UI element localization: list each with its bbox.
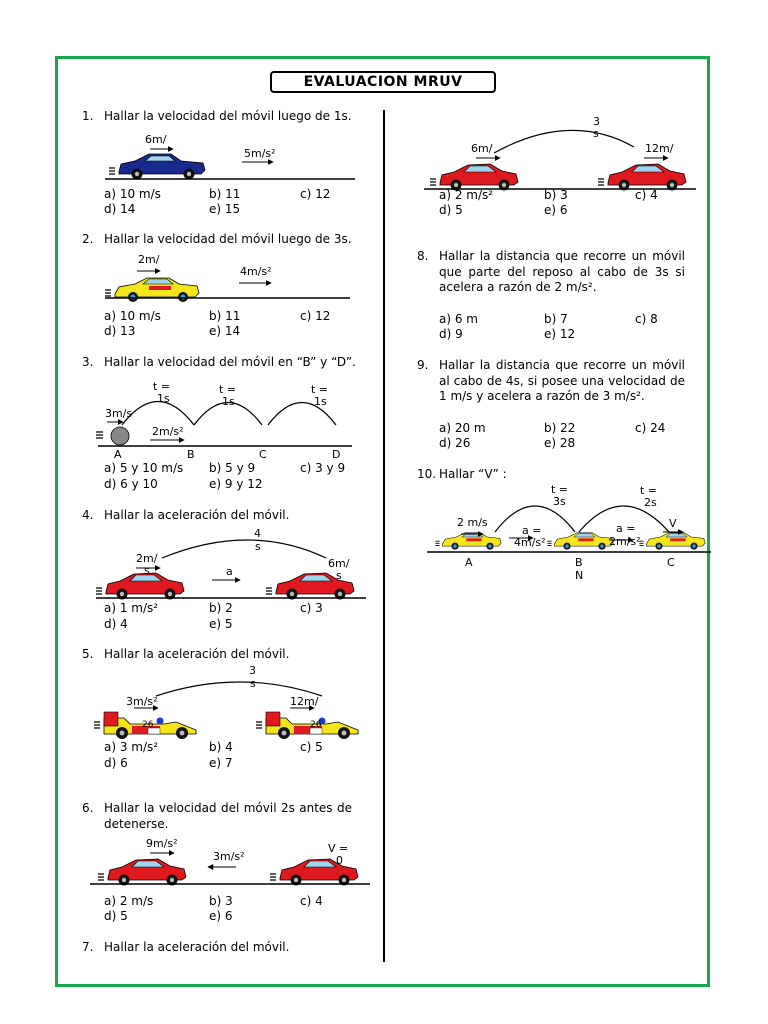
question-number: 10. xyxy=(417,467,437,481)
figure-q1 xyxy=(95,140,365,185)
column-divider xyxy=(383,110,385,962)
time-label: t = xyxy=(153,380,171,393)
question-3 xyxy=(82,355,356,371)
time-label: t = xyxy=(640,484,658,497)
time-label: s xyxy=(255,540,261,553)
question-text: Hallar la distancia que recorre un móvil que parte del reposo al cabo de 3s si acelera a razón de 2 m/s². xyxy=(439,249,685,294)
car-number: 26 xyxy=(142,720,154,730)
question-6 xyxy=(82,801,352,831)
point-label: N xyxy=(575,569,584,582)
question-number: 3. xyxy=(82,355,94,369)
question-number: 8. xyxy=(417,249,429,263)
option-c: c) 4 xyxy=(635,188,658,202)
point-label: D xyxy=(332,448,341,461)
option-e: e) 9 y 12 xyxy=(209,477,263,491)
option-a: a) 1 m/s² xyxy=(104,601,159,615)
question-text: Hallar la aceleración del móvil. xyxy=(104,647,290,661)
car-number: 26 xyxy=(310,720,322,730)
option-d: d) 6 xyxy=(104,756,128,770)
acceleration-label: 4m/s² xyxy=(514,536,546,549)
velocity-label: 9m/s² xyxy=(146,837,178,850)
point-label: C xyxy=(667,556,675,569)
velocity-label: 6m/ xyxy=(145,133,167,146)
question-text: Hallar “V” : xyxy=(439,467,507,481)
question-number: 2. xyxy=(82,232,94,246)
option-c: c) 3 xyxy=(300,601,323,615)
option-a: a) 2 m/s² xyxy=(439,188,494,202)
option-e: e) 15 xyxy=(209,202,241,216)
acceleration-label: a = xyxy=(522,524,542,537)
velocity-label: s xyxy=(336,569,342,582)
question-text: Hallar la velocidad del móvil luego de 1s. xyxy=(104,109,352,123)
option-b: b) 7 xyxy=(544,312,568,326)
time-label: t = xyxy=(551,483,569,496)
time-label: 3 xyxy=(593,115,600,128)
option-b: b) 11 xyxy=(209,187,241,201)
acceleration-label: a xyxy=(226,565,233,578)
option-b: b) 3 xyxy=(544,188,568,202)
option-d: d) 6 y 10 xyxy=(104,477,158,491)
question-1 xyxy=(82,109,352,125)
question-7 xyxy=(82,940,290,956)
option-a: a) 2 m/s xyxy=(104,894,154,908)
time-label: t = xyxy=(311,383,329,396)
time-label: 3 xyxy=(249,664,256,677)
point-label: B xyxy=(187,448,195,461)
question-5 xyxy=(82,647,290,663)
option-d: d) 9 xyxy=(439,327,463,341)
option-d: d) 5 xyxy=(439,203,463,217)
question-text: Hallar la velocidad del móvil luego de 3s. xyxy=(104,232,352,246)
question-number: 9. xyxy=(417,358,429,372)
acceleration-label: 4m/s² xyxy=(240,265,272,278)
question-text: Hallar la velocidad del móvil en “B” y “D”. xyxy=(104,355,356,369)
option-d: d) 13 xyxy=(104,324,136,338)
option-a: a) 3 m/s² xyxy=(104,740,159,754)
option-c: c) 8 xyxy=(635,312,658,326)
figure-q2 xyxy=(95,264,355,304)
velocity-label: 2m/ xyxy=(138,253,160,266)
question-text: Hallar la distancia que recorre un móvil al cabo de 4s, si posee una velocidad de 1 m/s y acelera a razón de 3 m/s². xyxy=(439,358,685,403)
velocity-label: 12m/ xyxy=(290,695,319,708)
time-label: 2s xyxy=(644,496,657,509)
option-e: e) 28 xyxy=(544,436,576,450)
time-label: 1s xyxy=(157,392,170,405)
option-b: b) 11 xyxy=(209,309,241,323)
question-2 xyxy=(82,232,352,248)
option-c: c) 3 y 9 xyxy=(300,461,346,475)
option-e: e) 12 xyxy=(544,327,576,341)
figure-q7 xyxy=(420,125,700,193)
time-label: 4 xyxy=(254,527,261,540)
question-text: Hallar la aceleración del móvil. xyxy=(104,508,290,522)
final-velocity-label: 0 xyxy=(336,854,343,867)
option-d: d) 4 xyxy=(104,617,128,631)
option-a: a) 10 m/s xyxy=(104,309,161,323)
acceleration-label: 5m/s² xyxy=(244,147,276,160)
option-b: b) 4 xyxy=(209,740,233,754)
question-number: 4. xyxy=(82,508,94,522)
question-text: Hallar la velocidad del móvil 2s antes de detenerse. xyxy=(104,801,352,831)
acceleration-label: 2m/s² xyxy=(152,425,184,438)
time-label: 1s xyxy=(222,395,235,408)
acceleration-label: 2m/s² xyxy=(609,535,641,548)
question-number: 6. xyxy=(82,801,94,815)
question-number: 1. xyxy=(82,109,94,123)
option-e: e) 7 xyxy=(209,756,233,770)
point-label: B xyxy=(575,556,583,569)
unknown-velocity-label: V xyxy=(669,517,677,530)
question-9 xyxy=(417,358,685,403)
point-label: C xyxy=(259,448,267,461)
velocity-label: 2 m/s xyxy=(457,516,488,529)
option-a: a) 20 m xyxy=(439,421,486,435)
option-d: d) 14 xyxy=(104,202,136,216)
option-a: a) 5 y 10 m/s xyxy=(104,461,184,475)
option-d: d) 26 xyxy=(439,436,471,450)
option-c: c) 12 xyxy=(300,309,331,323)
page-title: EVALUACION MRUV xyxy=(270,71,496,93)
point-label: A xyxy=(465,556,473,569)
option-b: b) 5 y 9 xyxy=(209,461,256,475)
velocity-label: 6m/ xyxy=(328,557,350,570)
time-label: s xyxy=(250,677,256,690)
option-b: b) 2 xyxy=(209,601,233,615)
final-velocity-label: V = xyxy=(328,842,349,855)
option-c: c) 12 xyxy=(300,187,331,201)
option-e: e) 6 xyxy=(544,203,568,217)
time-label: s xyxy=(593,127,599,140)
option-b: b) 22 xyxy=(544,421,576,435)
option-c: c) 4 xyxy=(300,894,323,908)
option-e: e) 6 xyxy=(209,909,233,923)
acceleration-label: a = xyxy=(616,522,636,535)
time-label: 1s xyxy=(314,395,327,408)
velocity-label: 2m/ xyxy=(136,552,158,565)
acceleration-label: 3m/s² xyxy=(126,695,158,708)
question-8 xyxy=(417,249,685,294)
option-c: c) 24 xyxy=(635,421,666,435)
option-e: e) 14 xyxy=(209,324,241,338)
velocity-label: 3m/s xyxy=(105,407,133,420)
point-label: A xyxy=(114,448,122,461)
option-a: a) 10 m/s xyxy=(104,187,161,201)
velocity-label: 12m/ xyxy=(645,142,674,155)
question-text: Hallar la aceleración del móvil. xyxy=(104,940,290,954)
option-b: b) 3 xyxy=(209,894,233,908)
option-e: e) 5 xyxy=(209,617,233,631)
question-10 xyxy=(417,467,507,483)
question-number: 7. xyxy=(82,940,94,954)
option-a: a) 6 m xyxy=(439,312,478,326)
question-4 xyxy=(82,508,290,524)
option-c: c) 5 xyxy=(300,740,323,754)
velocity-label: 6m/ xyxy=(471,142,493,155)
velocity-label: s xyxy=(144,564,150,577)
option-d: d) 5 xyxy=(104,909,128,923)
time-label: t = xyxy=(219,383,237,396)
acceleration-label: 3m/s² xyxy=(213,850,245,863)
time-label: 3s xyxy=(553,495,566,508)
question-number: 5. xyxy=(82,647,94,661)
